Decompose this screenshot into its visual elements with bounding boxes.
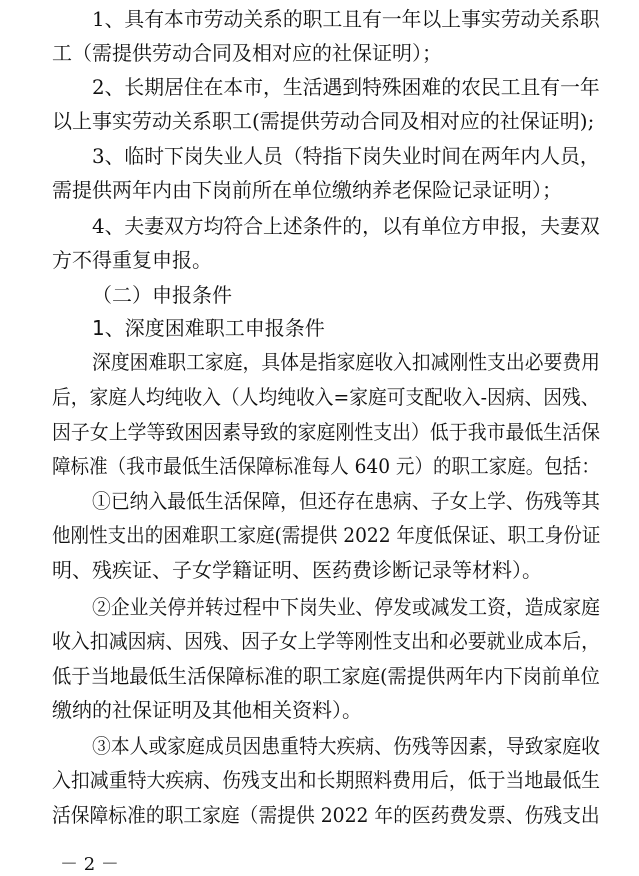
text-line: 以上事实劳动关系职工(需提供劳动合同及相对应的社保证明);	[52, 109, 595, 133]
text-line: 1、具有本市劳动关系的职工且有一年以上事实劳动关系职	[92, 7, 600, 31]
text-line: 后，家庭人均纯收入（人均纯收入=家庭可支配收入-因病、因残、	[52, 385, 600, 409]
text-line: 障标准（我市最低生活保障标准每人 640 元）的职工家庭。包括：	[52, 454, 600, 478]
text-line: 工（需提供劳动合同及相对应的社保证明）；	[52, 41, 442, 65]
text-line: 需提供两年内由下岗前所在单位缴纳养老保险记录证明）；	[52, 178, 562, 202]
text-line: 缴纳的社保证明及其他相关资料）。	[52, 698, 362, 722]
subsection-heading: 1、深度困难职工申报条件	[92, 316, 325, 340]
text-line: 因子女上学等致困因素导致的家庭刚性支出）低于我市最低生活保	[52, 420, 600, 444]
section-heading: （二）申报条件	[92, 283, 232, 307]
text-line: ③本人或家庭成员因患重特大疾病、伤残等因素，导致家庭收	[92, 734, 600, 758]
page-number: － 2 －	[60, 854, 119, 875]
text-line: 3、临时下岗失业人员（特指下岗失业时间在两年内人员，	[92, 144, 600, 168]
text-line: 深度困难职工家庭，具体是指家庭收入扣减刚性支出必要费用	[92, 350, 600, 374]
text-line: 低于当地最低生活保障标准的职工家庭(需提供两年内下岗前单位	[52, 664, 600, 688]
text-line: 入扣减重特大疾病、伤残支出和长期照料费用后，低于当地最低生	[52, 768, 600, 792]
text-line: 明、残疾证、子女学籍证明、医药费诊断记录等材料）。	[52, 558, 542, 582]
text-line: 他刚性支出的困难职工家庭(需提供 2022 年度低保证、职工身份证	[52, 523, 601, 547]
text-line: 方不得重复申报。	[52, 248, 212, 272]
text-line: ①已纳入最低生活保障，但还存在患病、子女上学、伤残等其	[92, 489, 600, 513]
text-line: 活保障标准的职工家庭（需提供 2022 年的医药费发票、伤残支出	[52, 803, 600, 827]
text-line: ②企业关停并转过程中下岗失业、停发或减发工资，造成家庭	[92, 595, 600, 619]
text-line: 2、长期居住在本市，生活遇到特殊困难的农民工且有一年	[92, 75, 600, 99]
text-line: 4、夫妻双方均符合上述条件的，以有单位方申报，夫妻双	[92, 214, 600, 238]
text-line: 收入扣减因病、因残、因子女上学等刚性支出和必要就业成本后，	[52, 629, 600, 653]
